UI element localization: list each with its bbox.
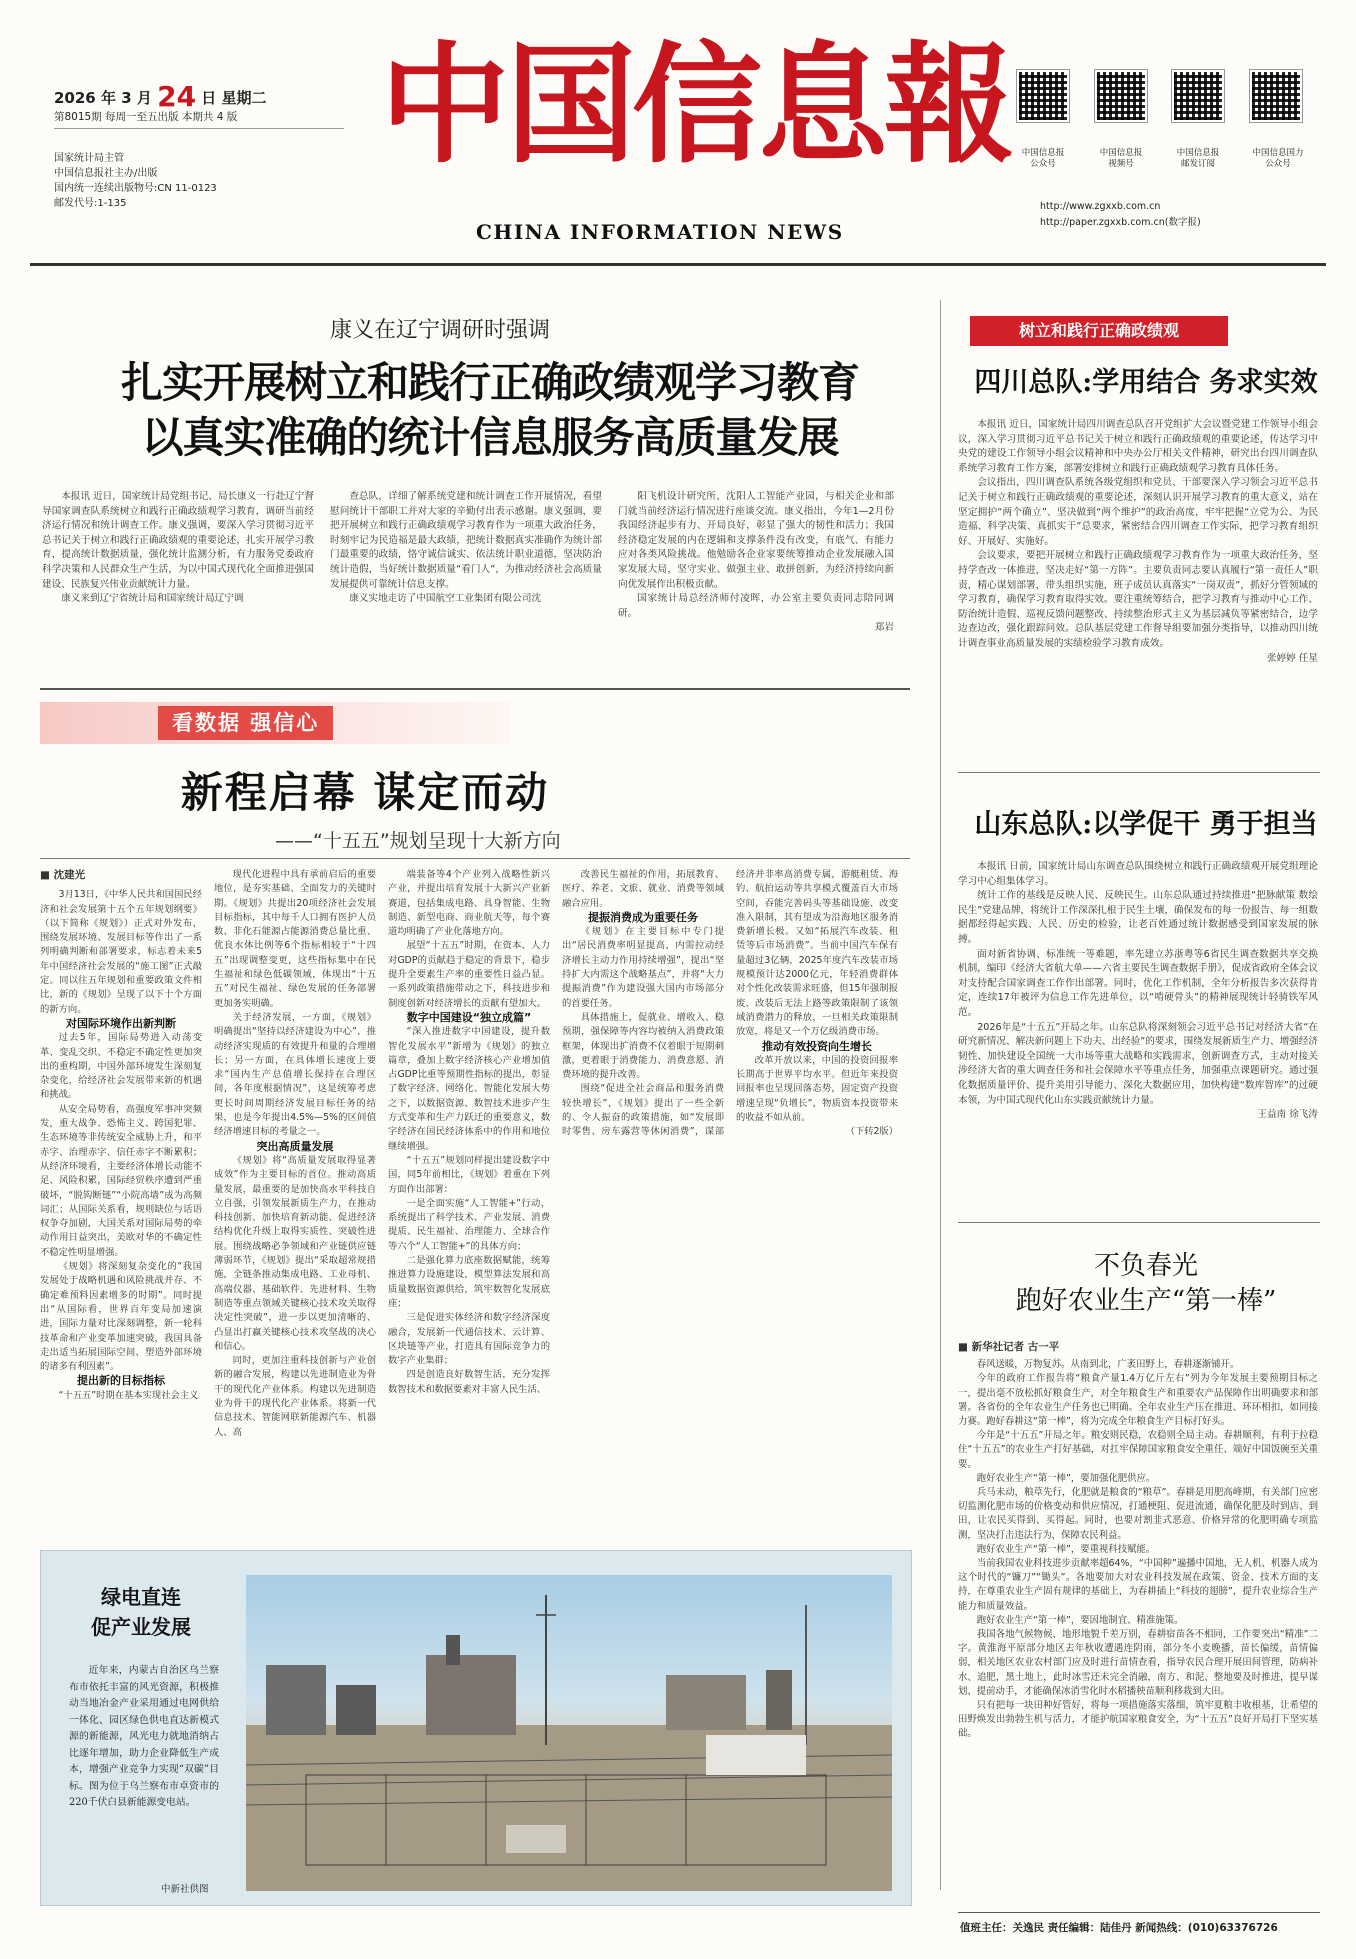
- side2-body: [958, 860, 1318, 1123]
- side3-headline-1: 不负春光: [1093, 1251, 1198, 1281]
- website-url[interactable]: http://www.zgxxb.com.cn: [1040, 201, 1161, 212]
- data-subheadline: ——“十五五”规划呈现十大新方向: [275, 830, 561, 852]
- data-subheading: 提出新的目标指标: [77, 1374, 165, 1388]
- lead-column-1: [42, 490, 314, 607]
- data-paragraph: 过去5年，国际局势进入动荡变革、变乱交织、不稳定不确定性更加突出的重构期，中国外部环境发生深刻复杂变化，给经济社会发展带来新的机遇和挑战。: [40, 1032, 202, 1101]
- substation-photo: [246, 1575, 892, 1891]
- data-paragraph: 3月13日，《中华人民共和国国民经济和社会发展第十五个五年规划纲要》（以下简称《规划》）正式对外发布，围绕发展环境、发展目标等作出了一系列明确判断和部署要求，标志着未来5年中国经济社会发展的“施工图”正式敲定。同以往五年规划和重要政策文件相比，新的《规划》呈现了以下十个方面的新方向。: [40, 889, 202, 1015]
- side3-headline-2: 跑好农业生产“第一棒”: [1015, 1286, 1277, 1316]
- photo-feature: [40, 1550, 912, 1906]
- lead-paragraph: 康义实地走访了中国航空工业集团有限公司沈: [349, 593, 542, 605]
- right-column-divider: [940, 300, 941, 1890]
- data-rule: [40, 858, 910, 859]
- data-paragraph: 三是促进实体经济和数字经济深度融合，发展新一代通信技术、云计算、区块链等产业，打造具有国际竞争力的数字产业集群；: [388, 1312, 550, 1367]
- data-subheading: 对国际环境作出新判断: [66, 1016, 176, 1030]
- qr-label-4: 中国信息国力 公众号: [1252, 148, 1304, 169]
- lead-paragraph: 本报讯 近日，国家统计局党组书记、局长康义一行赴辽宁督导国家调查队系统树立和践行正确政绩观学习教育，调研当前经济运行情况和统计调查工作。康义强调，要深入学习贯彻习近平总书记关于树立和践行正确政绩观的重要论述，扎实开展学习教育，提高统计数据质量，强化统计监测分析，有力服务党委政府科学决策和人民群众生产生活，为以中国式现代化全面推进强国建设、民族复兴伟业贡献统计力量。: [42, 491, 314, 590]
- lead-kicker: 康义在辽宁调研时强调: [330, 318, 551, 343]
- data-paragraph: 端装备等4个产业列入战略性新兴产业，并提出培育发展十大新兴产业新赛道，包括集成电路、具身智能、生物制造、新型电商、商业航天等，每个赛道均明确了产业化落地方向。: [388, 869, 550, 938]
- data-subheading: 突出高质量发展: [256, 1139, 334, 1153]
- publisher-line-4: 邮发代号:1-135: [54, 198, 127, 209]
- date-day: 24: [157, 80, 197, 113]
- date-line: [54, 80, 267, 113]
- side3-paragraph: 兵马未动，粮草先行，化肥就是粮食的“粮草”。春耕是用肥高峰期，有关部门应密切监测化肥市场的价格变动和供应情况，打通梗阻、促进流通，确保化肥及时到店、到田，让农民买得到、买得起。同时，也要对割韭式恶意、价格异常的化肥明确专项监测，坚决打击违法行为，保障农民利益。: [958, 1487, 1318, 1541]
- lead-paragraph: 阳飞机设计研究所、沈阳人工智能产业园，与相关企业和部门就当前经济运行情况进行座谈交流。康义指出，今年1—2月份我国经济起步有力、开局良好，彰显了强大的韧性和活力；我国经济稳定发展的内在逻辑和支撑条件没有改变，有底气、有能力应对各类风险挑战。他勉励各企业家要统筹推动企业发展融入国家发展大局，坚守实业、做强主业、敢拼创新，为经济持续向新向优发展作出积极贡献。: [618, 491, 894, 590]
- photo-feature-title-1: 绿电直连: [101, 1585, 181, 1609]
- side1-headline: 四川总队:学用结合 务求实效: [974, 367, 1318, 398]
- data-paragraph: 现代化进程中具有承前启后的重要地位，是夯实基础、全面发力的关键时期。《规划》共提出20项经济社会发展目标指标，其中每千人口拥有医护人员数、非化石能源占能源消费总量比重、优良水体比例等6个指标相较于“十四五”出现调整变更，这些指标集中在民生福祉和绿色低碳领域，体现出“十五五”对民生福祉、绿色发展的任务部署更加务实明确。: [214, 869, 376, 1009]
- data-paragraph: 关于经济发展，一方面，《规划》明确提出“坚持以经济建设为中心”，推动经济实现质的有效提升和量的合理增长；另一方面，在具体增长速度上要求“国内生产总值增长保持在合理区间，各年度根据情况”，这是统筹考虑更长时间周期经济发展目标任务的结果，也是今年提出4.5%—5%的区间值经济增速目标的考量之一。: [214, 1011, 376, 1138]
- data-paragraph: 改善民生福祉的作用，拓展教育、医疗、养老、文旅、就业、消费等领域融合应用。: [562, 869, 724, 909]
- side3-paragraph: 我国各地气候物候、地形地貌千差万别，春耕宿苗各不相同，工作要突出“精准”二字。黄淮海平原部分地区去年秋收遭遇连阴雨，部分冬小麦晚播，苗长偏缓，苗情偏弱，相关地区农业农村部门应及时进行苗情查看，指导农民合理开展田间管理，防病补水、追肥，黑土地上，此时冰雪还未完全消融，南方、和泥、整地要及时推进，提早谋划、提前动手，才能确保冰消雪化时水稻播秧苗顺利移栽到大田。: [958, 1629, 1318, 1697]
- publisher-line-3: 国内统一连续出版物号:CN 11-0123: [54, 183, 217, 194]
- lead-paragraph: 国家统计局总经济师付凌晖，办公室主要负责同志陪同调研。: [618, 593, 894, 619]
- side1-body: [958, 418, 1318, 666]
- side2-paragraph: 2026年是“十五五”开局之年。山东总队将深刻领会习近平总书记对经济大省“在研究新情况、解决新问题上下功夫、出经验”的要求，围绕发展新质生产力、增强经济韧性、加快建设全国统一大市场等重大战略和实践需求，创新调查方式，主动对接关涉经济大省的重大调查任务和社会保障水平等重点任务，加强重点课题研究。通过强化数据质量评价、提升美用引导能力、深化大数据应用，加快构建“数库智库”的过硬本领，为中国式现代化山东实践贡献统计力量。: [958, 1021, 1318, 1106]
- data-paragraph: 一是全面实施“人工智能+”行动，系统提出了科学技术、产业发展、消费提质、民生福祉、治理能力、全球合作等六个“人工智能+”的具体方向；: [388, 1197, 550, 1252]
- side2-bottom-rule: [958, 1222, 1320, 1223]
- side1-author: 张婷婷 任星: [1266, 652, 1318, 664]
- footer-rule: [958, 1912, 1320, 1913]
- side3-paragraph: 当前我国农业科技进步贡献率超64%，“中国种”遍播中国地，无人机、机器人成为这个时代的“镰刀”“锄头”。各地要加大对农业科技发展在政策、资金、技术方面的支持，在尊重农业生产固有规律的基础上，为春耕插上“科技的翅膀”，提升农业综合生产能力和质量效益。: [958, 1558, 1318, 1612]
- side3-paragraph: 跑好农业生产“第一棒”，要加强化肥供应。: [976, 1472, 1156, 1484]
- data-headline: 新程启幕 谋定而动: [180, 768, 550, 817]
- data-paragraph: “深入推进数字中国建设，提升数智化发展水平”新增为《规划》的独立篇章，叠加上数字经济核心产业增加值占GDP比重等预期性指标的提出，彰显了数字经济、网络化、智能化发展大势之下，以数据资源、数智技术进步产生方式变革和生产力跃迁的重要意义，数字经济在国民经济体系中的作用和地位继续增强。: [388, 1026, 550, 1152]
- qr-label-2: 中国信息报 视频号: [1099, 148, 1143, 169]
- side3-body: [958, 1340, 1318, 1742]
- data-column-4: [562, 868, 898, 1548]
- lead-column-2: [330, 490, 602, 607]
- newspaper-title-en: CHINA INFORMATION NEWS: [476, 220, 844, 244]
- qr-code-3: [1172, 70, 1224, 122]
- photo-feature-caption: 近年来，内蒙古自治区乌兰察布市依托丰富的风光资源，积极推动当地冶金产业采用通过电网供给一体化、园区绿色供电直达新模式源的新能源，风光电力就地消纳占比逐年增加，助力企业降低生产成本，增强产业竞争力实现“双碳”目标。图为位于乌兰察布市卓资市的220千伏白县新能源变电站。: [69, 1665, 219, 1808]
- digital-paper-url[interactable]: http://paper.zgxxb.com.cn(数字报): [1040, 217, 1201, 228]
- publisher-line-1: 国家统计局主管: [54, 153, 124, 164]
- qr-code-2: [1095, 70, 1147, 122]
- data-paragraph: “十五五”时期在基本实现社会主义: [58, 1389, 199, 1401]
- issue-line: 第8015期 每周一至五出版 本期共 4 版: [54, 111, 238, 123]
- qr-code-4: [1250, 70, 1302, 122]
- side2-author: 王益南 徐飞涛: [1257, 1109, 1318, 1121]
- masthead: [0, 0, 1356, 260]
- publisher-line-2: 中国信息报社主办/出版: [54, 168, 158, 179]
- data-paragraph: 围绕“促进全社会商品和服务消费较快增长”，《规划》提出了一些全新的、令人振奋的政策措施，如“发展即时零售、房车露营等休闲消费”，谋部经济并非率高消费专属，游艇租赁、海钓、航拍运动等共享模式覆盖百大市场空间，吞能完善码头等基础设施、改变准入限制，其有望成为沿海地区服务消费新增长极。又如“拓展汽车改装、租赁等后市场消费”。当前中国汽车保有量超过3亿辆，2025年度汽车改装市场规模预计达2000亿元，年轻消费群体对个性化改装需求旺盛，但15年强制报废、改装后无法上路等政策限制了该领域消费潜力的释放，一旦相关政策限制放宽，将是又一个万亿级消费市场。: [562, 869, 898, 1138]
- masthead-rule: [30, 263, 1326, 266]
- side3-paragraph: 今年是“十五五”开局之年。粮安则民稳，农稳则全局主动。春耕顺利，有利于拉稳住“十五五”的农业生产打好基础，对扛牢保障国家粮食安全重任、端好中国饭碗至关重要。: [958, 1430, 1318, 1470]
- data-subheading: 数字中国建设“独立成篇”: [406, 1010, 532, 1024]
- side2-paragraph: 本报讯 日前，国家统计局山东调查总队围绕树立和践行正确政绩观开展党组理论学习中心组集体学习。: [958, 861, 1318, 887]
- lead-author: 郑岩: [874, 622, 894, 634]
- lead-bottom-rule: [40, 688, 910, 690]
- side1-paragraph: 会议要求，要把开展树立和践行正确政绩观学习教育作为一项重大政治任务，坚持学查改一体推进，坚决走好“第一方阵”。主要负责同志要认真履行“第一责任人”职责，精心谋划部署，带头组织实施，班子成员认真落实“一岗双责”，抓好分管领域的学习教育，确保学习教育取得实效。要注重统筹结合，把学习教育与推动中心工作、防治统计造假、巡视反馈问题整改、持续整治形式主义为基层减负等紧密结合，边学边查边改，强化跟踪问效。总队基层党建工作督导组要加强分类指导，以推动四川统计调查事业高质量发展的实绩检验学习教育成效。: [958, 550, 1318, 649]
- data-banner: [40, 702, 510, 744]
- data-paragraph: 《规划》将深刻复杂变化的“我国发展处于战略机遇和风险挑战并存、不确定难预料因素增多的时期”。同时提出“从国际看，世界百年变局加速演进，国际力量对比深刻调整，新一轮科技革命和产业变革加速突破，我国具备走出适当拓展国际空间、塑造外部环境的诸多有利因素”。: [40, 1261, 202, 1373]
- data-subheading: 推动有效投资向生增长: [762, 1039, 872, 1053]
- section-banner-text: 树立和践行正确政绩观: [1018, 321, 1179, 340]
- lead-headline-2: 以真实准确的统计信息服务高质量发展: [141, 413, 839, 462]
- side1-paragraph: 本报讯 近日，国家统计局四川调查总队召开党组扩大会议暨党建工作领导小组会议，深入学习贯彻习近平总书记关于树立和践行正确政绩观的重要论述，传达学习中央党的建设工作领导小组会议精神和中央办公厅相关文件精神，研究出台四川调查队系统学习教育工作方案，部署安排树立和践行正确政绩观学习教育具体任务。: [958, 419, 1318, 474]
- side1-paragraph: 会议指出，四川调查队系统各级党组织和党员、干部要深入学习领会习近平总书记关于树立和践行正确政绩观的重要论述，深刻认识开展学习教育的重大意义，站在坚定拥护“两个确立”、坚决做到“两个维护”的政治高度，牢牢把握“立党为公、为民造福、科学决策、真抓实干”总要求，紧密结合四川调查工作实际，把学习教育组织好、开展好、实施好。: [958, 477, 1318, 547]
- lead-paragraph: 查总队，详细了解系统党建和统计调查工作开展情况，看望慰问统计干部职工并对大家的辛勤付出表示感谢。康义强调，要把开展树立和践行正确政绩观学习教育作为一项重大政治任务，时刻牢记为民造福是最大政绩，把统计数据真实准确作为统计部门最重要的政绩，恪守诚信诚实、依法统计职业道德，坚决防治统计造假，当好统计数据质量“看门人”，为推动经济社会高质量发展提供可靠统计信息支撑。: [330, 491, 602, 590]
- photo-credit: 中新社供图: [161, 1884, 209, 1895]
- lead-paragraph: 康义来到辽宁省统计局和国家统计局辽宁调: [61, 593, 244, 605]
- data-column-2: [214, 868, 376, 1440]
- data-paragraph: 《规划》在主要目标中专门提出“居民消费率明显提高，内需拉动经济增长主动力作用持续增强”，提出“坚持扩大内需这个战略基点”，并将“大力提振消费”作为建设强大国内市场部分的首要任务。: [562, 926, 724, 1009]
- lead-headline-1: 扎实开展树立和践行正确政绩观学习教育: [120, 358, 859, 407]
- photo-feature-title-2: 促产业发展: [91, 1615, 191, 1639]
- side2-paragraph: 统计工作的基线是反映人民、反映民生。山东总队通过持续推进“把脉献策 数绘民生”党建品牌，将统计工作深深扎根于民生土壤，确保发布的每一份报告、每一组数据都经得起实践、人民、历史的检验，让老百姓通过统计数据感受到国家发展的脉搏。: [958, 890, 1318, 945]
- data-banner-text: 看数据 强信心: [158, 706, 333, 740]
- side3-paragraph: 只有把每一块田种好管好，将每一项措施落实落细，筑牢夏粮丰收根基，让希望的田野焕发出勃勃生机与活力，才能护航国家粮食安全，为“十五五”良好开局打下坚实基础。: [958, 1700, 1318, 1740]
- data-paragraph: 四是创造良好数智生活，充分发挥数智技术和数据要素对丰富人民生活、: [388, 1369, 550, 1395]
- lead-column-3: [618, 490, 894, 636]
- data-paragraph: 改革开放以来，中国的投资回报率长期高于世界平均水平。但近年来投资回报率也呈现回落态势，固定资产投资增速呈现“负增长”，物质资本投资带来的收益不如从前。: [736, 1054, 898, 1124]
- data-paragraph: 同时，更加注重科技创新与产业创新的融合发展，构建以先进制造业为骨干的现代化产业体系。构建以先进制造业为骨干的现代化产业体系。将新一代信息技术、智能网联新能源汽车、机器人、高: [214, 1355, 376, 1438]
- side3-paragraph: 春风送暖，万物复苏。从南到北，广袤田野上，春耕逐渐铺开。: [976, 1359, 1240, 1371]
- substation-illustration: [246, 1575, 892, 1891]
- side2-headline: 山东总队:以学促干 勇于担当: [974, 809, 1318, 840]
- footer-credits: 值班主任：关逸民 责任编辑：陆佳丹 新闻热线：(010)63376726: [960, 1922, 1278, 1934]
- newspaper-title: 中国信息報: [380, 28, 1011, 181]
- qr-label-1: 中国信息报 公众号: [1021, 148, 1065, 169]
- continued-note: （下转2版）: [845, 1126, 898, 1138]
- masthead-left-rule: [54, 128, 344, 129]
- data-column-3: [388, 868, 550, 1397]
- data-paragraph: 展望“十五五”时期，在资本、人力对GDP的贡献趋于稳定的背景下，稳步提升全要素生产率的重要性日益凸显。一系列政策措施带动之下，科技进步和制度创新对经济增长的贡献有望加大。: [388, 940, 550, 1009]
- side3-byline: ■ 新华社记者 古一平: [958, 1341, 1060, 1353]
- qr-label-3: 中国信息报 邮发订阅: [1176, 148, 1220, 169]
- section-banner: [970, 316, 1228, 346]
- data-paragraph: 具体措施上，促就业、增收入、稳预期，强保障等内容均被纳入消费政策框架，体现出扩消费不仅着眼于短期刺激，更着眼于消费能力、消费意愿、消费环境的提升改善。: [562, 1011, 724, 1081]
- side3-paragraph: 跑好农业生产“第一棒”，要因地制宜、精准施策。: [976, 1614, 1184, 1626]
- data-paragraph: 二是强化算力底座数据赋能，统筹推进算力设施建设，模型算法发展和高质量数据资源供给，筑牢数智化发展底座；: [388, 1255, 550, 1309]
- data-column-1: [40, 868, 202, 1403]
- data-paragraph: 从安全局势看，高强度军事冲突频发，重大战争、恐怖主义、跨国犯罪、生态环境等非传统安全威胁上升，和平赤字、治理赤字、信任赤字不断累积；从经济环境看，主要经济体增长动能不足、风险积累，国际经贸秩序遭到严重破坏，“脱钩断链”“小院高墙”成为高频词汇；从国际关系看，规则缺位与话语权争夺加剧，大国关系对国际局势的牵动作用日益突出，美欧对华的不确定性不稳定性明显增强。: [40, 1103, 202, 1258]
- side3-paragraph: 跑好农业生产“第一棒”，要重视科技赋能。: [976, 1543, 1156, 1555]
- date-suffix: 日 星期二: [201, 89, 267, 107]
- date-prefix: 2026 年 3 月: [54, 89, 152, 107]
- side1-bottom-rule: [958, 772, 1320, 773]
- side3-paragraph: 今年的政府工作报告将“粮食产量1.4万亿斤左右”列为今年发展主要预期目标之一，提出毫不放松抓好粮食生产，对全年粮食生产和重要农产品保障作出明确要求和部署。各省份的全年农业生产任务也已明确。全年农业生产压在推进、环环相扣，如同接力赛。跑好春耕这“第一棒”，将为完成全年粮食生产目标打好头。: [958, 1373, 1318, 1428]
- side2-paragraph: 面对新省协调、标准统一等难题，率先建立苏浙粤等6省民生调查数据共享交换机制，编印《经济大省航大单——六省主要民生调查数据手册》，促成省政府全体会议对支持配合国家调查工作作出部署。同时，优化工作机制，全年分析报告多次获得肯定，连续17年被评为信息工作先进单位，以“啃硬骨头”的精神展现统计轻骑铁军风范。: [958, 948, 1318, 1018]
- qr-code-1: [1017, 70, 1069, 122]
- data-paragraph: “十五五”规划同样提出建设数字中国，同5年前相比，《规划》着重在下列方面作出部署：: [388, 1154, 550, 1195]
- data-byline: ■ 沈建光: [40, 869, 86, 881]
- data-paragraph: 《规划》将“高质量发展取得显著成效”作为主要目标的首位。推动高质量发展，最重要的是加快高水平科技自立自强，引领发展新质生产力，在推动科技创新、加快培育新动能、促进经济结构优化升级上取得实质性、突破性进展。围绕战略必争领域和产业链供应链薄弱环节，《规划》提出“采取超常规措施，全链条推动集成电路、工业母机、高端仪器、基础软件、先进材料、生物制造等重点领域关键核心技术攻关取得决定性突破”，进一步以更加清晰的、凸显出打赢关键核心技术攻坚战的决心和信心。: [214, 1154, 376, 1352]
- data-subheading: 提振消费成为重要任务: [588, 910, 698, 924]
